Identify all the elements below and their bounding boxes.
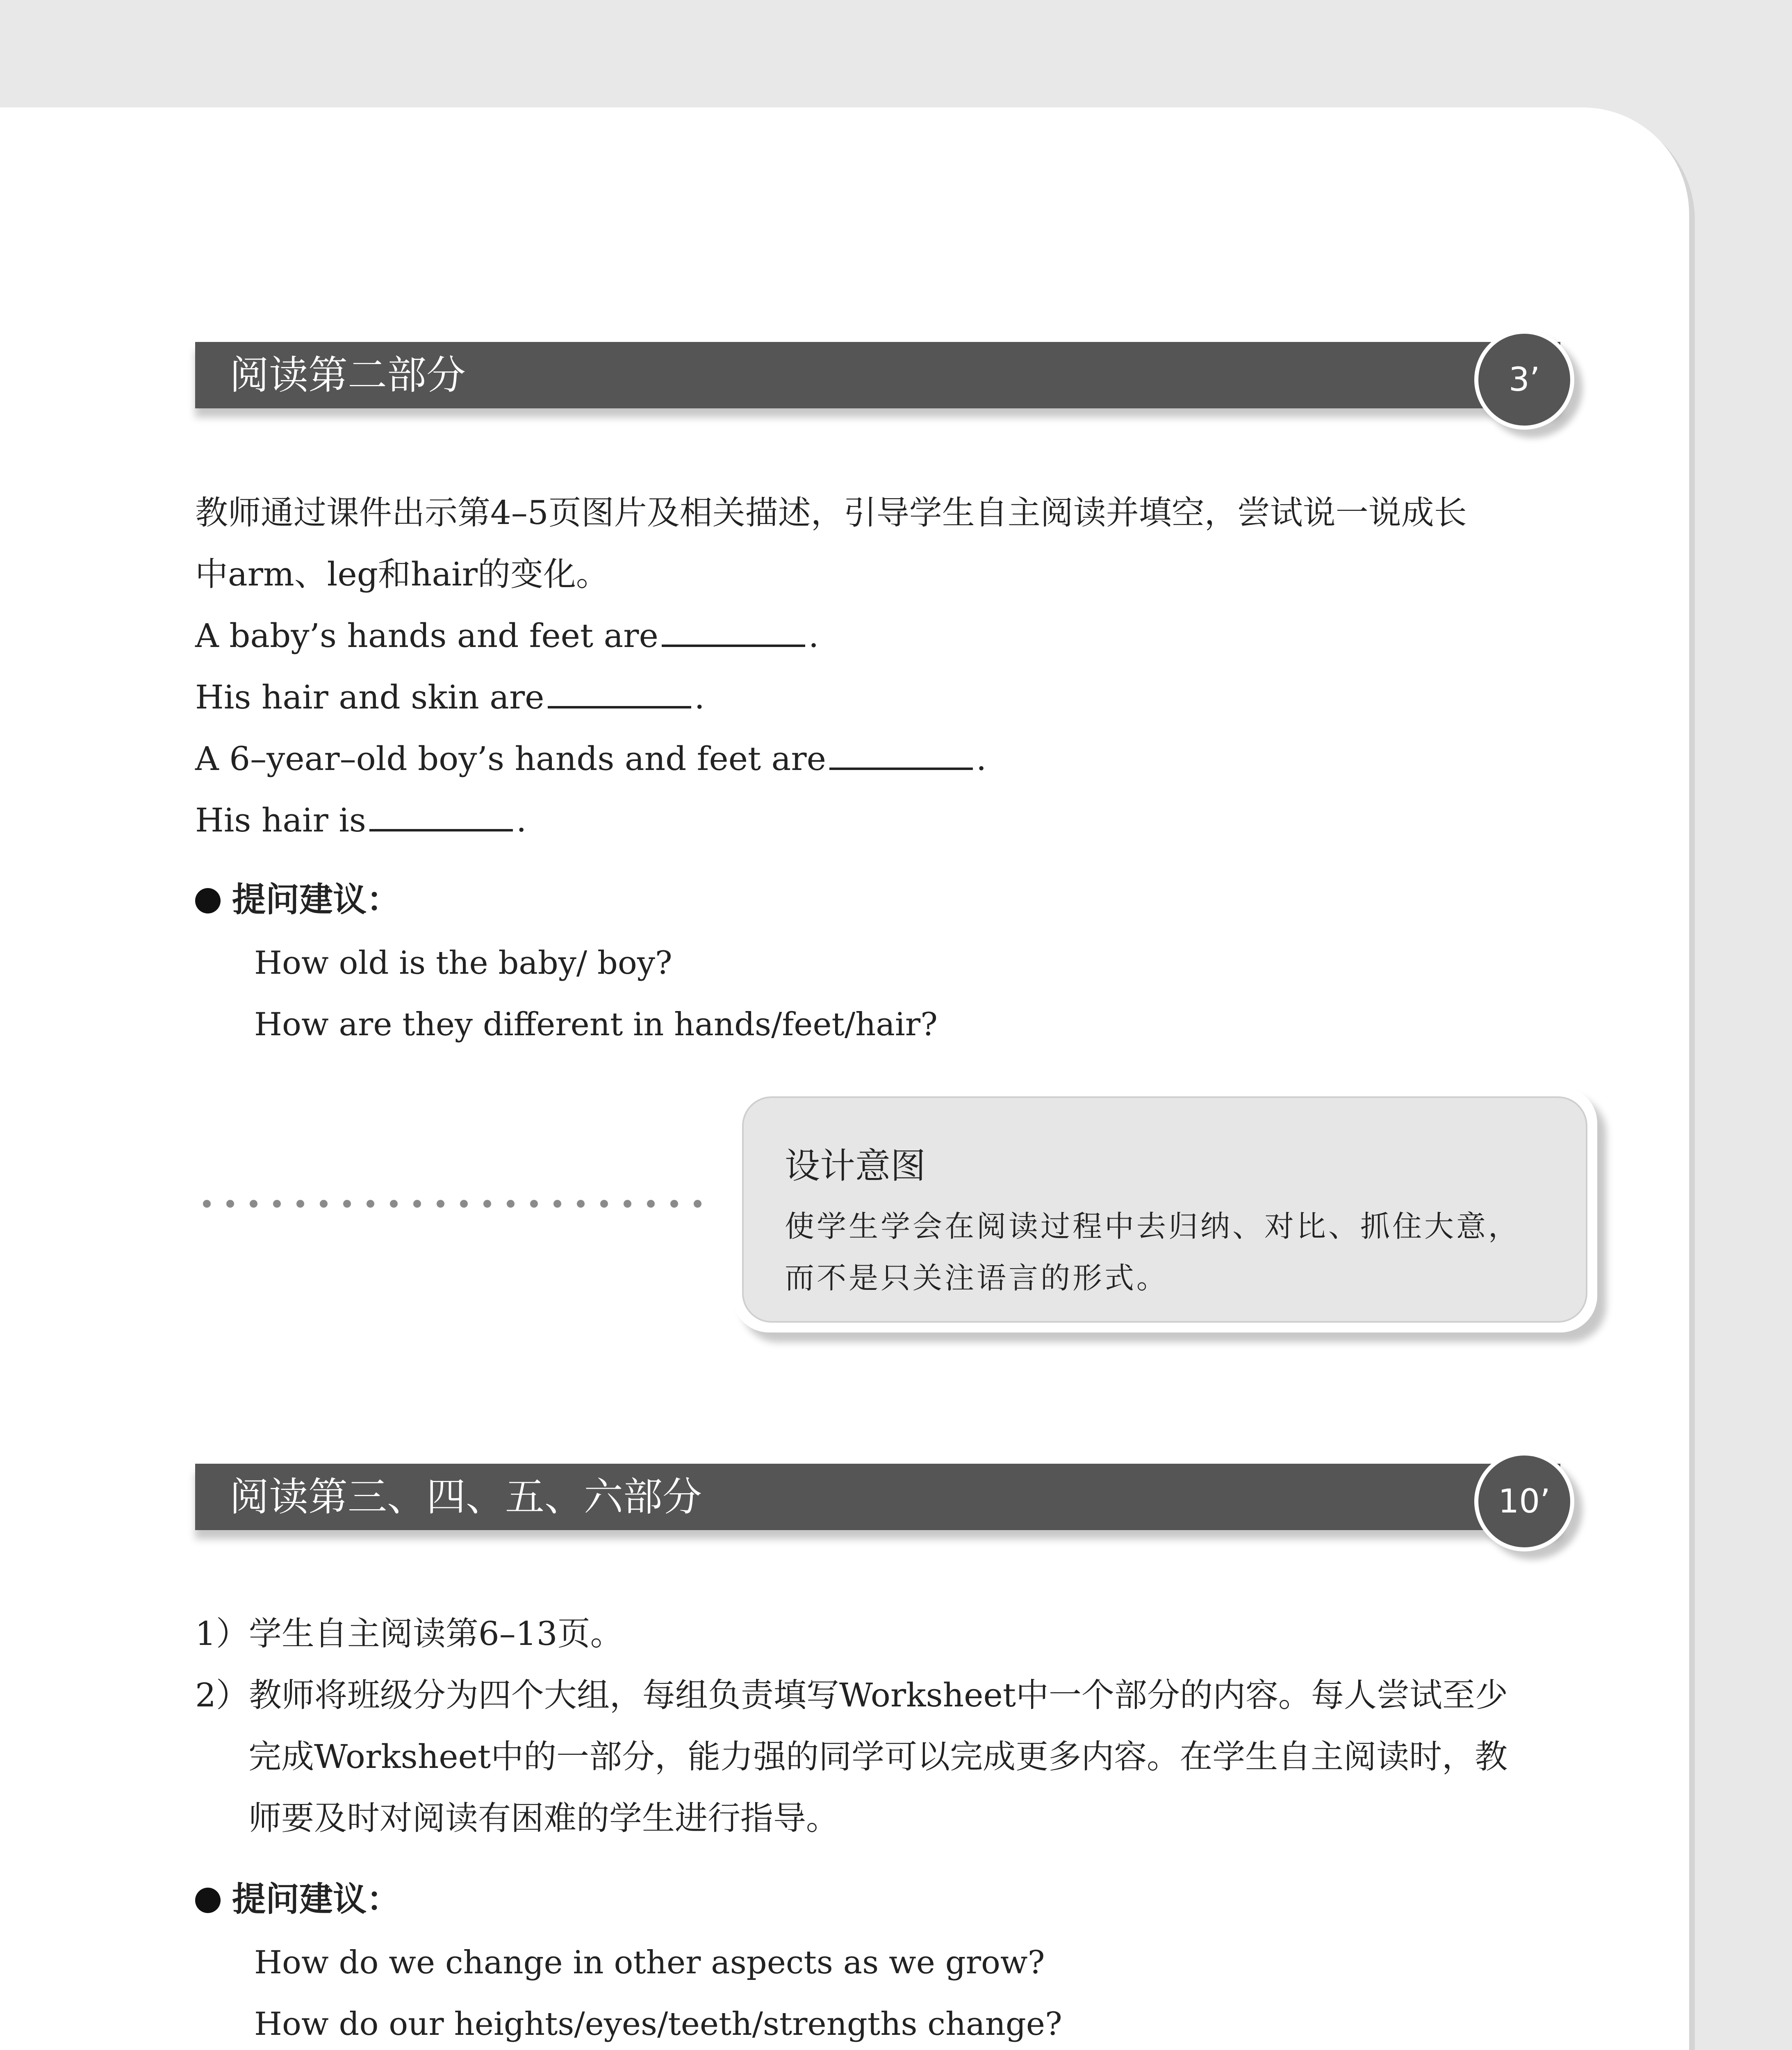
step-item-1: 1）学生自主阅读第6–13页。 — [195, 1615, 623, 1653]
question-suggestion-heading — [195, 869, 400, 931]
time-badge: 3’ — [1474, 330, 1574, 430]
time-badge: 10’ — [1474, 1451, 1574, 1551]
fill-line-end: . — [976, 740, 987, 778]
fill-line — [195, 605, 1605, 667]
suggestion-label: 提问建议： — [232, 1880, 401, 1919]
question-suggestion-heading — [195, 1869, 400, 1930]
section-title: 阅读第三、四、五、六部分 — [230, 1474, 702, 1520]
step-item-2-line-3: 师要及时对阅读有困难的学生进行指导。 — [248, 1799, 839, 1837]
design-intent-title: 设计意图 — [785, 1146, 926, 1187]
fill-line — [195, 728, 1605, 790]
fill-line-text: A 6–year–old boy’s hands and feet are — [195, 740, 826, 778]
section-header-reading-parts3-6 — [195, 1464, 1560, 1530]
suggested-question: How are they different in hands/feet/hair? — [254, 1006, 938, 1043]
section-title: 阅读第二部分 — [230, 352, 466, 398]
fill-line-text: A baby’s hands and feet are — [195, 617, 658, 655]
bullet-icon — [195, 1888, 221, 1913]
step-item-2-line-1: 2）教师将班级分为四个大组，每组负责填写Worksheet中一个部分的内容。每人尝试至少 — [195, 1676, 1508, 1714]
fill-line-text: His hair and skin are — [195, 678, 544, 716]
fill-line-end: . — [694, 678, 705, 716]
suggestion-label: 提问建议： — [232, 880, 401, 919]
suggested-question: How do we change in other aspects as we grow? — [254, 1944, 1045, 1981]
fill-line — [195, 667, 1605, 728]
answer-blank — [662, 616, 805, 647]
intro-line-1: 教师通过课件出示第4–5页图片及相关描述，引导学生自主阅读并填空，尝试说一说成长 — [195, 494, 1467, 532]
design-intent-box — [732, 1086, 1597, 1332]
fill-line — [195, 790, 1605, 851]
intro-line-2: 中arm、leg和hair的变化。 — [195, 555, 609, 593]
design-intent-line: 使学生学会在阅读过程中去归纳、对比、抓住大意， — [785, 1209, 1521, 1244]
bullet-icon — [195, 888, 221, 913]
design-intent-line: 而不是只关注语言的形式。 — [785, 1261, 1169, 1295]
section-header-reading-part2 — [195, 342, 1560, 408]
dotted-leader — [195, 1200, 716, 1208]
answer-blank — [829, 739, 973, 770]
step-item-2-line-2: 完成Worksheet中的一部分，能力强的同学可以完成更多内容。在学生自主阅读时，教 — [248, 1738, 1508, 1776]
suggested-question: How do our heights/eyes/teeth/strengths change? — [254, 2006, 1062, 2043]
fill-line-end: . — [808, 617, 819, 655]
fill-line-text: His hair is — [195, 801, 366, 839]
design-intent-panel — [742, 1096, 1587, 1323]
answer-blank — [548, 677, 691, 708]
answer-blank — [369, 800, 513, 831]
fill-line-end: . — [516, 801, 527, 839]
suggested-question: How old is the baby/ boy? — [254, 945, 672, 982]
